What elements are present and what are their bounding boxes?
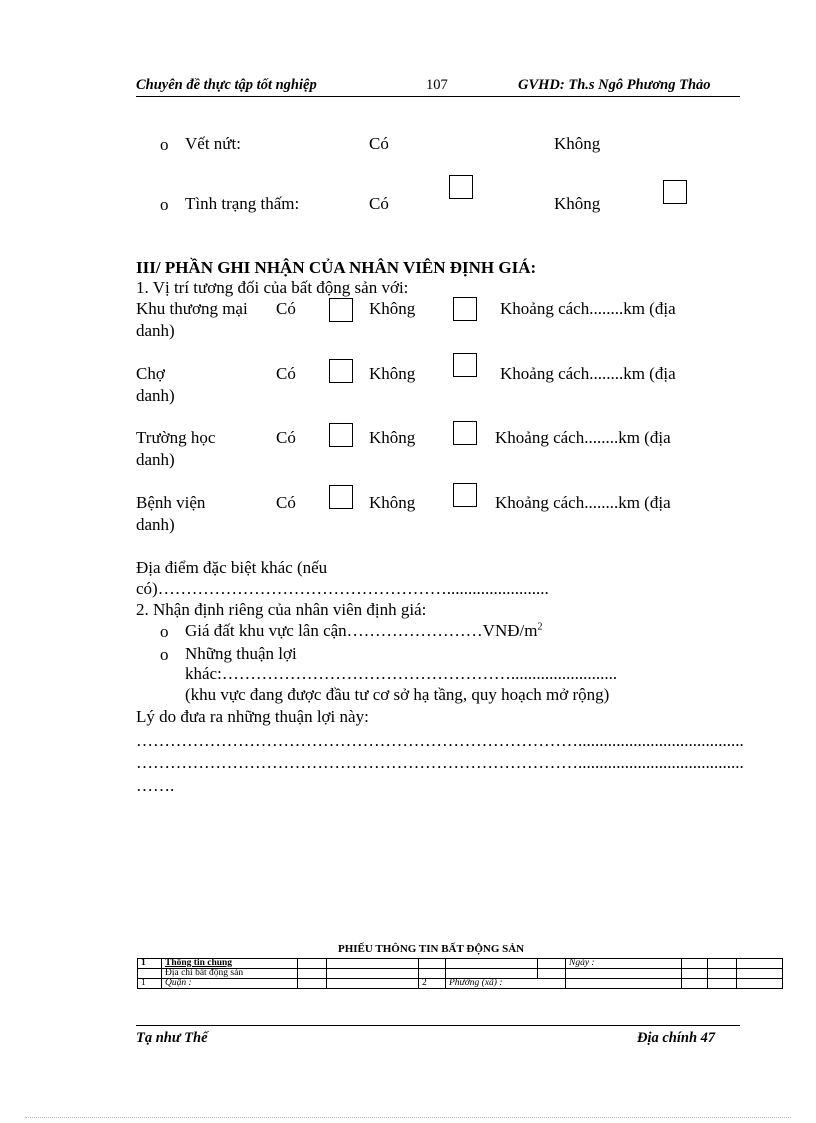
commercial-distance: Khoảng cách........km (địa — [500, 299, 676, 318]
form-cell-address: Địa chỉ bất động sản — [162, 969, 298, 979]
bullet-icon: o — [160, 645, 169, 664]
place-market: Chợ — [136, 364, 165, 383]
form-cell-num: 1 — [138, 959, 162, 969]
hospital-no-checkbox[interactable] — [453, 483, 477, 507]
form-cell[interactable] — [708, 959, 737, 969]
special-location-label: Địa điểm đặc biệt khác (nếu — [136, 558, 328, 577]
place-commercial: Khu thương mại — [136, 299, 248, 318]
form-cell[interactable] — [298, 969, 327, 979]
form-cell[interactable] — [708, 969, 737, 979]
commercial-no-checkbox[interactable] — [453, 297, 477, 321]
school-yes-checkbox[interactable] — [329, 423, 353, 447]
form-title: PHIẾU THÔNG TIN BẤT ĐỘNG SẢN — [338, 943, 525, 955]
form-cell[interactable] — [446, 969, 538, 979]
crack-yes-label: Có — [369, 134, 389, 153]
crack-no-label: Không — [554, 134, 601, 153]
commercial-yes-label: Có — [276, 299, 296, 318]
form-cell — [138, 969, 162, 979]
reason-line-2: ……………………………………………………………………....................................... — [136, 753, 744, 772]
school-distance: Khoảng cách........km (địa — [495, 428, 671, 447]
form-cell[interactable] — [538, 969, 566, 979]
special-location-line: có)……………………………………………........................ — [136, 579, 549, 598]
market-no-label: Không — [369, 364, 416, 383]
hospital-yes-label: Có — [276, 493, 296, 512]
seepage-yes-label: Có — [369, 194, 389, 213]
header-left: Chuyên đề thực tập tốt nghiệp — [136, 77, 317, 93]
form-cell[interactable] — [737, 959, 783, 969]
item-2: 2. Nhận định riêng của nhân viên định giá: — [136, 600, 427, 619]
commercial-yes-checkbox[interactable] — [329, 298, 353, 322]
form-cell[interactable] — [446, 959, 538, 969]
market-yes-label: Có — [276, 364, 296, 383]
form-cell[interactable] — [538, 959, 566, 969]
market-distance: Khoảng cách........km (địa — [500, 364, 676, 383]
bullet-icon: o — [160, 195, 169, 214]
header-rule — [136, 96, 740, 97]
form-cell[interactable] — [566, 969, 682, 979]
hospital-distance: Khoảng cách........km (địa — [495, 493, 671, 512]
seepage-no-checkbox[interactable] — [663, 180, 687, 204]
page-edge — [25, 1117, 791, 1118]
school-cont: danh) — [136, 450, 175, 469]
land-price-text: Giá đất khu vực lân cận……………………VNĐ/m — [185, 621, 538, 640]
market-no-checkbox[interactable] — [453, 353, 477, 377]
form-cell[interactable] — [708, 979, 737, 989]
table-row — [138, 969, 783, 979]
header-right: GVHD: Th.s Ngô Phương Thảo — [518, 77, 711, 93]
table-row — [138, 959, 783, 969]
form-cell[interactable] — [327, 969, 419, 979]
hospital-yes-checkbox[interactable] — [329, 485, 353, 509]
footer-rule — [136, 1025, 740, 1026]
form-cell[interactable] — [419, 969, 446, 979]
market-yes-checkbox[interactable] — [329, 359, 353, 383]
place-hospital: Bệnh viện — [136, 493, 206, 512]
form-cell-general-info: Thông tin chung — [162, 959, 298, 969]
seepage-label: Tình trạng thấm: — [185, 194, 300, 213]
table-row — [138, 979, 783, 989]
commercial-cont: danh) — [136, 321, 175, 340]
place-school: Trường học — [136, 428, 216, 447]
form-cell[interactable] — [327, 979, 419, 989]
seepage-no-label: Không — [554, 194, 601, 213]
section-title: III/ PHẦN GHI NHẬN CỦA NHÂN VIÊN ĐỊNH GIÁ: — [136, 258, 537, 277]
hospital-cont: danh) — [136, 515, 175, 534]
property-info-form — [137, 958, 783, 989]
form-cell-date[interactable]: Ngày : — [566, 959, 682, 969]
school-no-checkbox[interactable] — [453, 421, 477, 445]
form-cell[interactable] — [566, 979, 682, 989]
form-cell[interactable] — [682, 959, 708, 969]
advantages-line: khác:……………………………………………......................... — [185, 664, 618, 683]
school-yes-label: Có — [276, 428, 296, 447]
advantages-note: (khu vực đang được đầu tư cơ sở hạ tầng, quy hoạch mở rộng) — [185, 685, 610, 704]
form-cell[interactable] — [737, 969, 783, 979]
footer-right: Địa chính 47 — [637, 1030, 716, 1046]
land-price-sup: 2 — [537, 621, 543, 633]
form-cell[interactable] — [327, 959, 419, 969]
form-cell-ward[interactable]: Phường (xã) : — [446, 979, 566, 989]
form-cell[interactable] — [737, 979, 783, 989]
form-cell[interactable] — [298, 959, 327, 969]
reason-line-3: ……. — [136, 776, 175, 795]
bullet-icon: o — [160, 622, 169, 641]
school-no-label: Không — [369, 428, 416, 447]
crack-label: Vết nứt: — [185, 134, 241, 153]
reason-line-1: ……………………………………………………………………....................................... — [136, 731, 744, 750]
market-cont: danh) — [136, 386, 175, 405]
form-cell-num: 2 — [419, 979, 446, 989]
commercial-no-label: Không — [369, 299, 416, 318]
footer-left: Tạ như Thế — [136, 1030, 208, 1046]
item-1: 1. Vị trí tương đối của bất động sản với: — [136, 278, 409, 297]
form-cell-num: 1 — [138, 979, 162, 989]
page-number: 107 — [426, 77, 448, 93]
land-price-line — [185, 621, 542, 641]
hospital-no-label: Không — [369, 493, 416, 512]
form-cell-district[interactable]: Quận : — [162, 979, 298, 989]
seepage-yes-checkbox[interactable] — [449, 175, 473, 199]
bullet-icon: o — [160, 135, 169, 154]
advantages-label: Những thuận lợi — [185, 644, 297, 663]
form-cell[interactable] — [682, 979, 708, 989]
reason-label: Lý do đưa ra những thuận lợi này: — [136, 707, 369, 726]
form-cell[interactable] — [298, 979, 327, 989]
form-cell[interactable] — [682, 969, 708, 979]
form-cell[interactable] — [419, 959, 446, 969]
